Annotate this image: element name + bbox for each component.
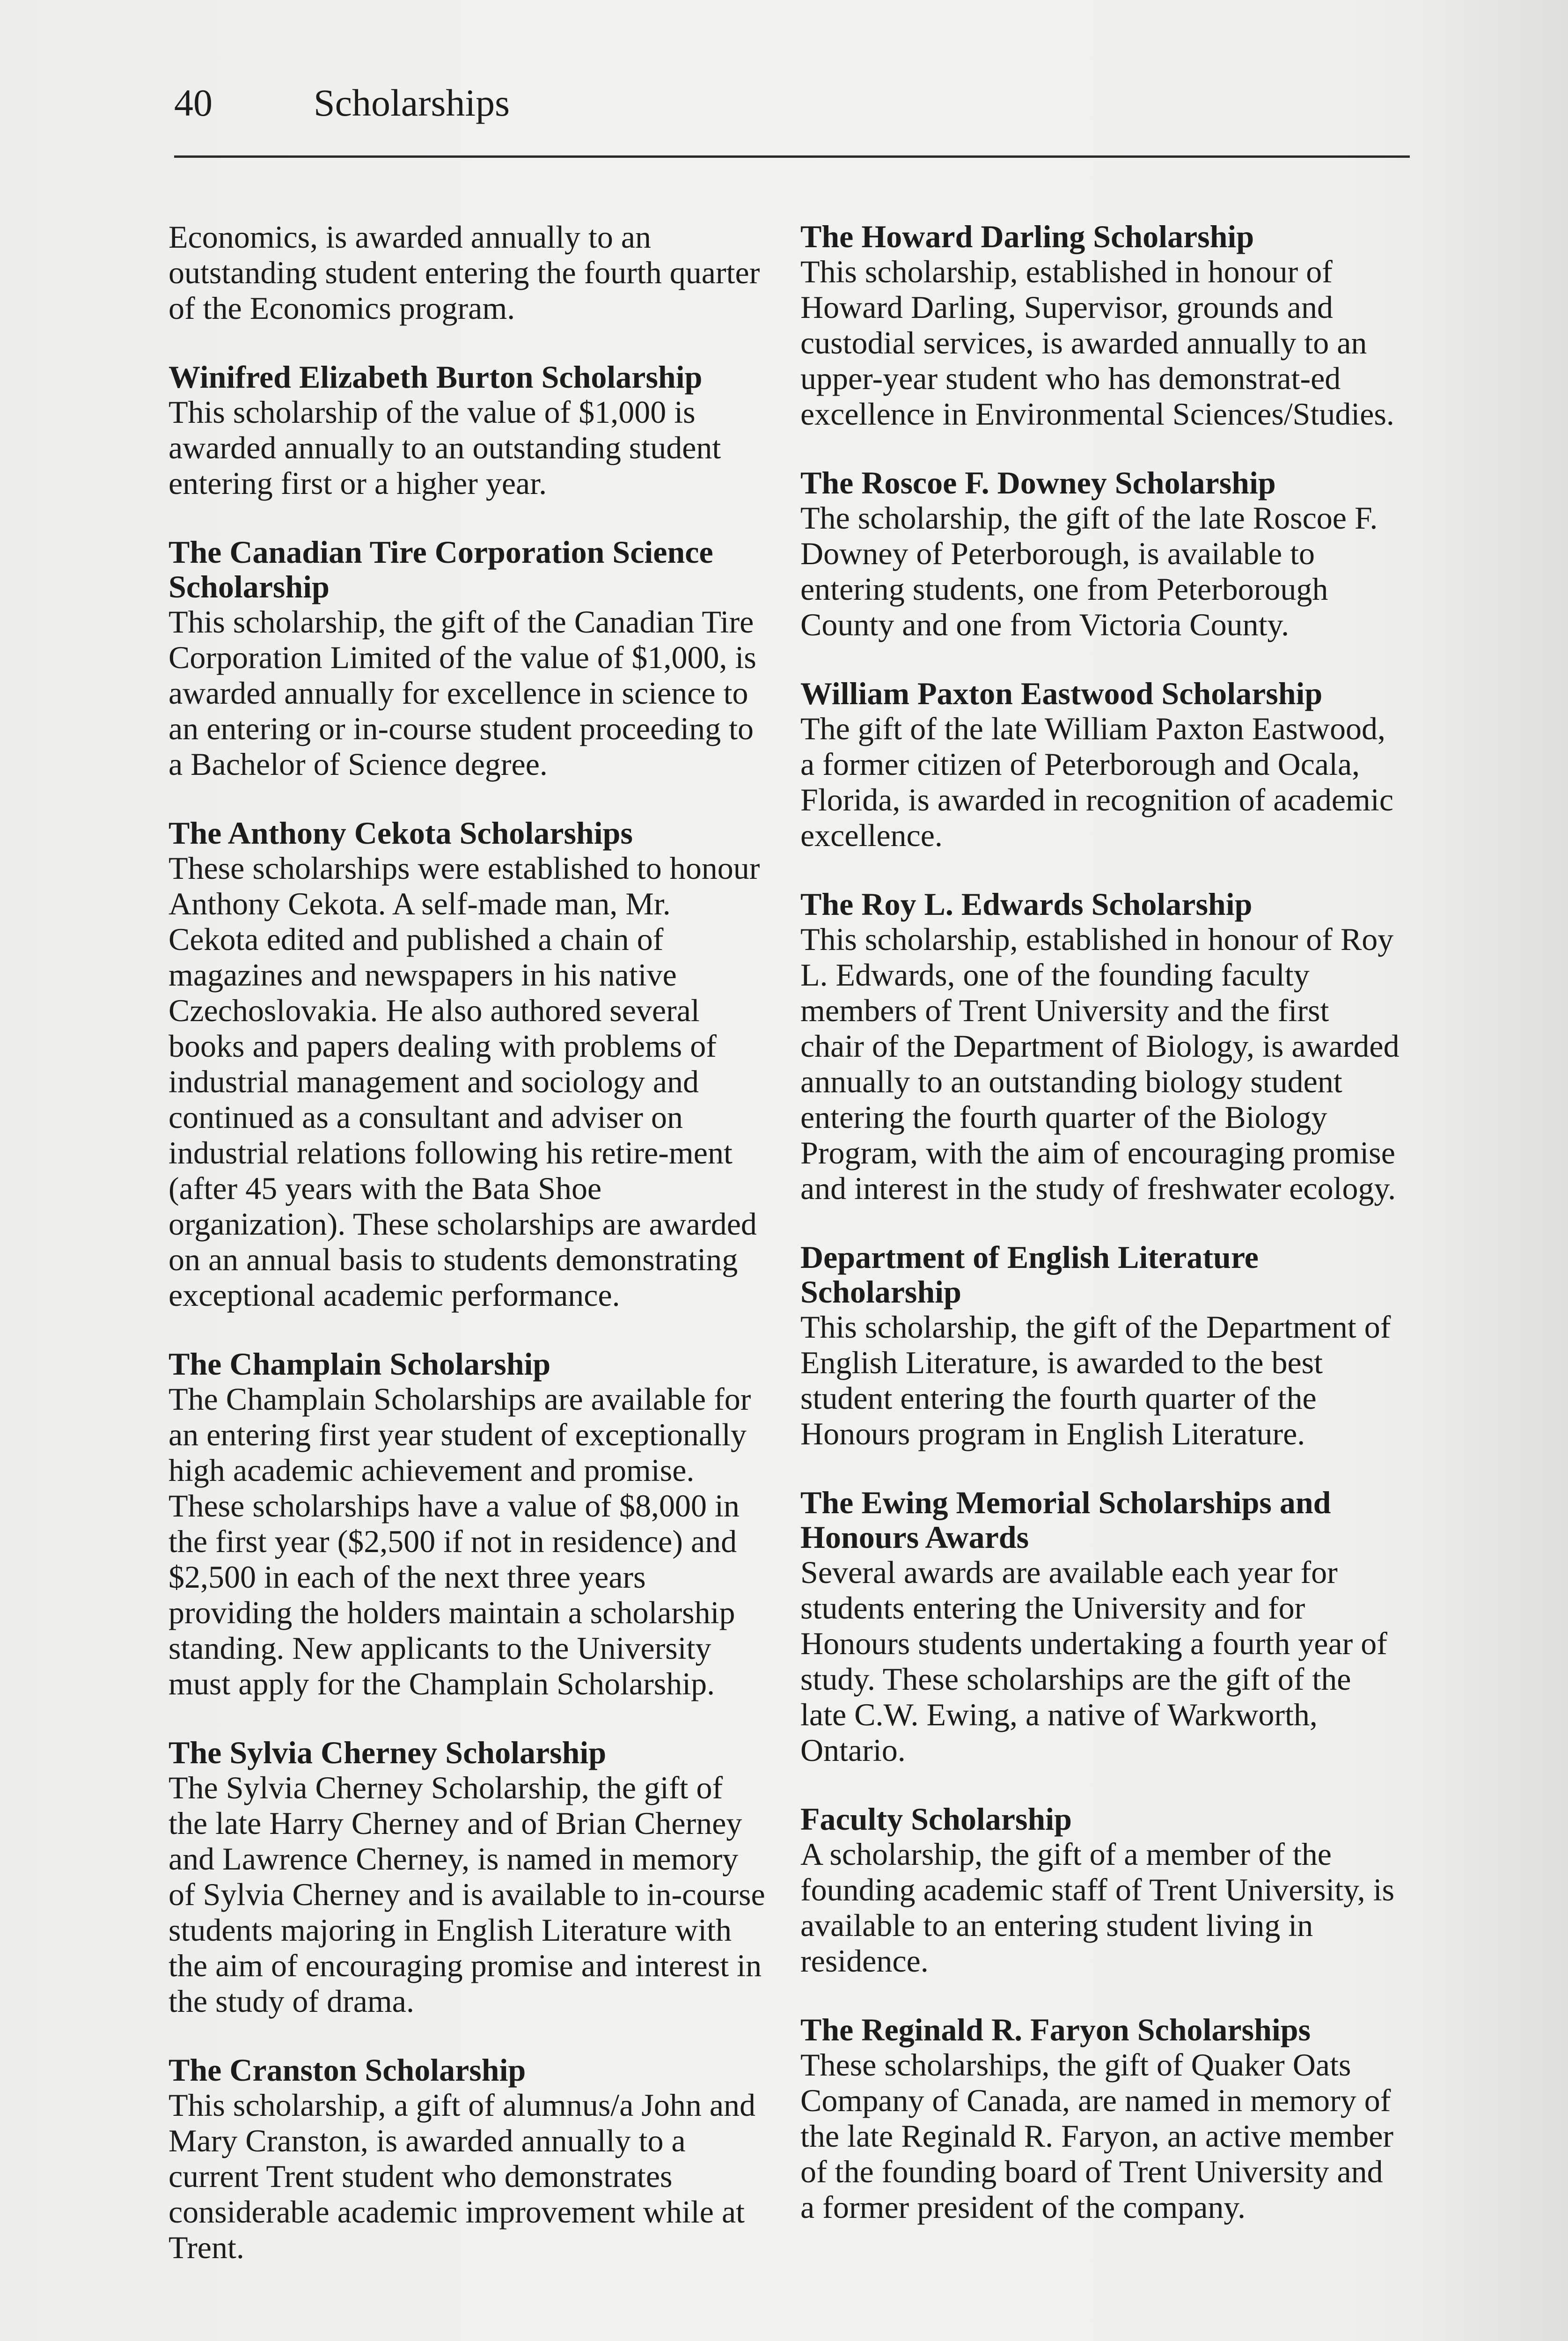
scholarship-entry xyxy=(169,2053,768,2265)
scholarship-entry xyxy=(800,219,1399,432)
entry-title: William Paxton Eastwood Scholarship xyxy=(800,676,1323,711)
entry-body: This scholarship, the gift of the Canadian Tire Corporation Limited of the value of $1,000, is awarded annually for excellence in science to an entering or in-course student proceeding to a Bachelor of Science degree. xyxy=(169,604,756,782)
header-rule xyxy=(174,155,1410,158)
entry-body: These scholarships were established to honour Anthony Cekota. A self-made man, Mr. Cekota edited and published a chain of magazines and newspapers in his native Czechoslovakia. He also authored several books and papers dealing with problems of industrial management and sociology and continued as a consultant and adviser on industrial relations following his retire-ment (after 45 years with the Bata Shoe organization). These scholarships are awarded on an annual basis to students demonstrating exceptional academic performance. xyxy=(169,850,760,1313)
scholarship-entry xyxy=(800,2012,1399,2225)
entry-title: The Roscoe F. Downey Scholarship xyxy=(800,465,1276,501)
running-title: Scholarships xyxy=(314,81,510,124)
scholarship-entry xyxy=(169,1735,768,2019)
entry-title: The Roy L. Edwards Scholarship xyxy=(800,886,1253,922)
scholarship-entry xyxy=(800,1485,1399,1768)
entry-body: This scholarship of the value of $1,000 is awarded annually to an outstanding student entering first or a higher year. xyxy=(169,394,721,501)
entry-title: The Reginald R. Faryon Scholarships xyxy=(800,2012,1311,2047)
entry-title: Faculty Scholarship xyxy=(800,1801,1072,1837)
scholarship-entry xyxy=(169,360,768,501)
page-header xyxy=(174,75,1410,159)
scholarship-entry xyxy=(800,1802,1399,1979)
entry-title: The Champlain Scholarship xyxy=(169,1346,551,1382)
entry-title: The Anthony Cekota Scholarships xyxy=(169,815,633,851)
scholarship-entry xyxy=(169,219,768,326)
entry-title: The Sylvia Cherney Scholarship xyxy=(169,1735,607,1770)
entry-body: The gift of the late William Paxton Eastwood, a former citizen of Peterborough and Ocala, Florida, is awarded in recognition of academic excellence. xyxy=(800,711,1393,853)
entry-body: The Sylvia Cherney Scholarship, the gift of the late Harry Cherney and of Brian Cherney and Lawrence Cherney, is named in memory of Sylvia Cherney and is available to in-course students majoring in English Literature with the aim of encouraging promise and interest in the study of drama. xyxy=(169,1770,765,2019)
scholarship-entry xyxy=(800,676,1399,853)
scholarship-entry xyxy=(169,816,768,1313)
scholarship-entry xyxy=(169,1347,768,1701)
entry-body: Several awards are available each year for students entering the University and for Honours students undertaking a fourth year of study. These scholarships are the gift of the late C.W. Ewing, a native of Warkworth, Ontario. xyxy=(800,1554,1387,1768)
entry-body: This scholarship, a gift of alumnus/a John and Mary Cranston, is awarded annually to a current Trent student who demonstrates considerable academic improvement while at Trent. xyxy=(169,2087,756,2265)
entry-body: The Champlain Scholarships are available for an entering first year student of exceptionally high academic achievement and promise. These scholarships have a value of $8,000 in the first year ($2,500 if not in residence) and $2,500 in each of the next three years providing the holders maintain a scholarship standing. New applicants to the University must apply for the Champlain Scholarship. xyxy=(169,1381,751,1701)
entry-body: Economics, is awarded annually to an outstanding student entering the fourth quarter of the Economics program. xyxy=(169,219,760,326)
entry-title: The Canadian Tire Corporation Science Scholarship xyxy=(169,534,713,604)
bleed-through-shadow xyxy=(1423,0,1568,2341)
entry-body: The scholarship, the gift of the late Roscoe F. Downey of Peterborough, is available to entering students, one from Peterborough County and one from Victoria County. xyxy=(800,500,1378,642)
scholarship-entry xyxy=(800,887,1399,1206)
entry-title: The Howard Darling Scholarship xyxy=(800,219,1254,254)
entry-body: This scholarship, established in honour of Howard Darling, Supervisor, grounds and custodial services, is awarded annually to an upper-year student who has demonstrat-ed excellence in Environmental Sciences/Studies. xyxy=(800,254,1394,432)
entry-title: Department of English Literature Scholarship xyxy=(800,1239,1259,1310)
page-number: 40 xyxy=(174,81,212,124)
entry-title: The Ewing Memorial Scholarships and Honours Awards xyxy=(800,1485,1331,1555)
entry-title: Winifred Elizabeth Burton Scholarship xyxy=(169,359,703,395)
scholarship-entry xyxy=(800,465,1399,642)
scholarship-entry xyxy=(169,535,768,782)
right-column xyxy=(800,219,1399,2259)
entry-body: This scholarship, established in honour of Roy L. Edwards, one of the founding faculty members of Trent University and the first chair of the Department of Biology, is awarded annually to an outstanding biology student entering the fourth quarter of the Biology Program, with the aim of encouraging promise and interest in the study of freshwater ecology. xyxy=(800,921,1399,1206)
entry-title: The Cranston Scholarship xyxy=(169,2052,526,2088)
left-column xyxy=(169,219,768,2299)
entry-body: This scholarship, the gift of the Department of English Literature, is awarded to the best student entering the fourth quarter of the Honours program in English Literature. xyxy=(800,1309,1391,1451)
entry-body: A scholarship, the gift of a member of the founding academic staff of Trent University, is available to an entering student living in residence. xyxy=(800,1836,1395,1979)
entry-body: These scholarships, the gift of Quaker Oats Company of Canada, are named in memory of the late Reginald R. Faryon, an active member of the founding board of Trent University and a former president of the company. xyxy=(800,2047,1394,2225)
scholarship-entry xyxy=(800,1240,1399,1451)
